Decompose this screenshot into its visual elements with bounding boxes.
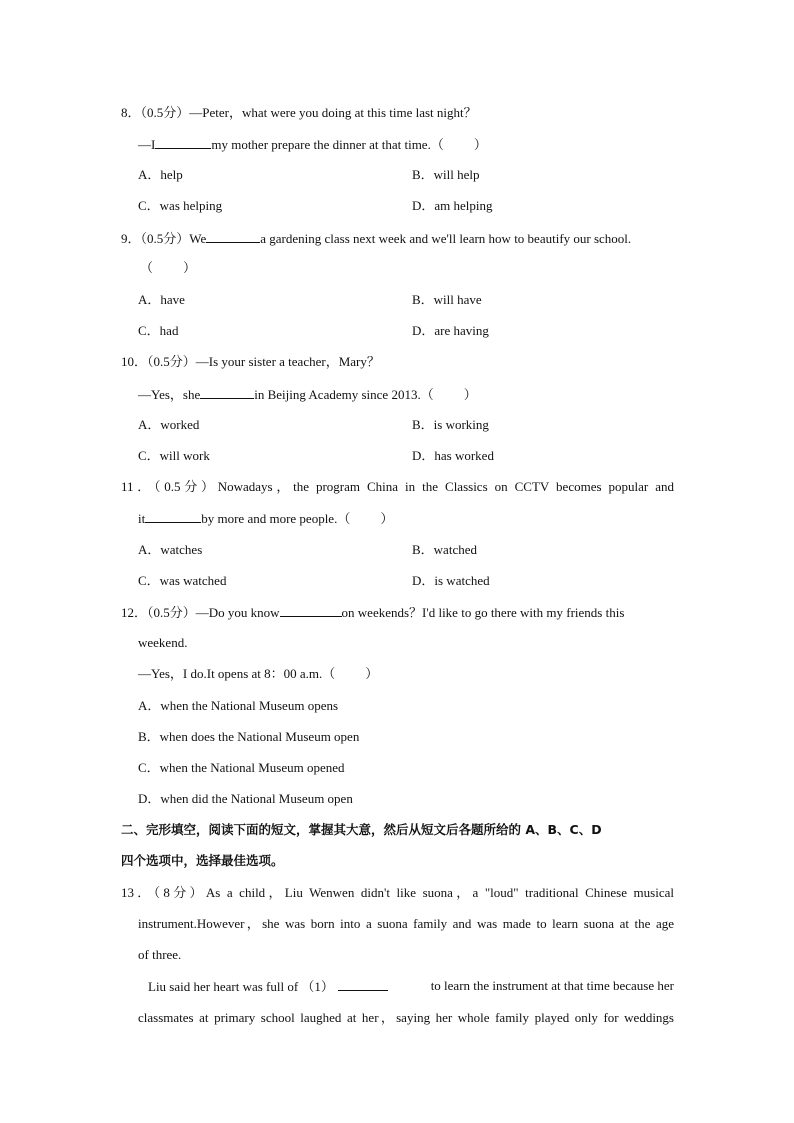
q10-stem (121, 354, 380, 370)
q8-line2-a: —I (138, 137, 156, 152)
q13-line1: 13．（8分）As a child，Liu Wenwen didn't like suona，a "loud" traditional Chinese musical (121, 885, 674, 900)
q12-option-b[interactable]: B．when does the National Museum open (138, 729, 360, 744)
q9-paren-close: ） (183, 260, 197, 275)
q11-line2-a: it (138, 511, 146, 526)
q11-answer-blank[interactable] (145, 510, 201, 523)
q9-paren (140, 260, 196, 276)
q8-line2 (138, 136, 487, 152)
q10-stem-text: 10．（0.5分）—Is your sister a teacher，Mary？ (121, 354, 380, 369)
q9-option-b[interactable]: B．will have (412, 292, 482, 307)
q8-option-b[interactable]: B．will help (412, 167, 480, 182)
q10-answer-blank[interactable] (200, 386, 254, 399)
q12-option-a[interactable]: A．when the National Museum opens (138, 698, 339, 713)
q8-option-a[interactable]: A．help (138, 167, 183, 182)
q11-stem: 11．（0.5分）Nowadays，the program China in the Classics on CCTV becomes popular and (121, 479, 674, 494)
q10-option-d[interactable]: D．has worked (412, 448, 494, 463)
section-2-heading-line1: 二、完形填空，阅读下面的短文，掌握其大意，然后从短文后各题所给的 A、B、C、D (121, 822, 602, 837)
q10-line2-b: in Beijing Academy since 2013.（ (254, 387, 434, 402)
q8-option-c[interactable]: C．was helping (138, 198, 223, 213)
q9-option-a[interactable]: A．have (138, 292, 185, 307)
q13-line2: instrument.However，she was born into a suona family and was made to learn suona at the age (138, 916, 674, 931)
q10-option-b[interactable]: B．is working (412, 417, 489, 432)
q12-line2: weekend. (138, 635, 188, 650)
q10-paren-close: ） (463, 387, 477, 402)
q13-line4-b: to learn the instrument at that time because her (430, 978, 674, 993)
q11-paren-close: ） (380, 511, 394, 526)
q13-blank-1[interactable] (338, 978, 388, 991)
q11-option-c[interactable]: C．was watched (138, 573, 227, 588)
q13-line3: of three. (138, 947, 182, 962)
q9-answer-blank[interactable] (206, 230, 260, 243)
q11-line2-b: by more and more people.（ (201, 511, 351, 526)
section-2-heading-line2: 四个选项中，选择最佳选项。 (121, 853, 284, 868)
q13-line4-a: Liu said her heart was full of （1） (148, 979, 334, 994)
q11-option-a[interactable]: A．watches (138, 542, 203, 557)
q12-stem (121, 604, 674, 620)
q12-option-c[interactable]: C．when the National Museum opened (138, 760, 345, 775)
q9-paren-open: （ (140, 260, 154, 275)
q10-option-a[interactable]: A．worked (138, 417, 200, 432)
q12-paren-close: ） (365, 666, 379, 681)
q11-line2 (138, 510, 393, 526)
q10-line2-a: —Yes，she (138, 387, 201, 402)
q13-line4 (148, 978, 674, 994)
q8-stem (121, 105, 477, 121)
q9-stem-a: 9．（0.5分）We (121, 231, 207, 246)
q12-option-d[interactable]: D．when did the National Museum open (138, 791, 353, 806)
q11-option-d[interactable]: D．is watched (412, 573, 490, 588)
q12-answer-blank[interactable] (280, 604, 342, 617)
q8-option-d[interactable]: D．am helping (412, 198, 493, 213)
q12-stem-a: 12．（0.5分）—Do you know (121, 605, 280, 620)
q9-option-c[interactable]: C．had (138, 323, 179, 338)
q10-option-c[interactable]: C．will work (138, 448, 210, 463)
q9-option-d[interactable]: D．are having (412, 323, 489, 338)
q12-stem-b: on weekends？I'd like to go there with my friends this (341, 605, 625, 620)
q12-line3 (138, 666, 378, 682)
q8-stem-text: 8．（0.5分）—Peter，what were you doing at this time last night？ (121, 105, 477, 120)
q8-answer-blank[interactable] (155, 136, 211, 149)
q10-line2 (138, 386, 477, 402)
q13-line5: classmates at primary school laughed at her，saying her whole family played only for weddings (138, 1010, 674, 1025)
q9-stem (121, 230, 631, 246)
q8-line2-b: my mother prepare the dinner at that time.（ (211, 137, 444, 152)
q11-option-b[interactable]: B．watched (412, 542, 477, 557)
q9-stem-b: a gardening class next week and we'll learn how to beautify our school. (260, 231, 632, 246)
q12-line3-text: —Yes，I do.It opens at 8：00 a.m.（ (138, 666, 336, 681)
q8-paren-close: ） (473, 137, 487, 152)
